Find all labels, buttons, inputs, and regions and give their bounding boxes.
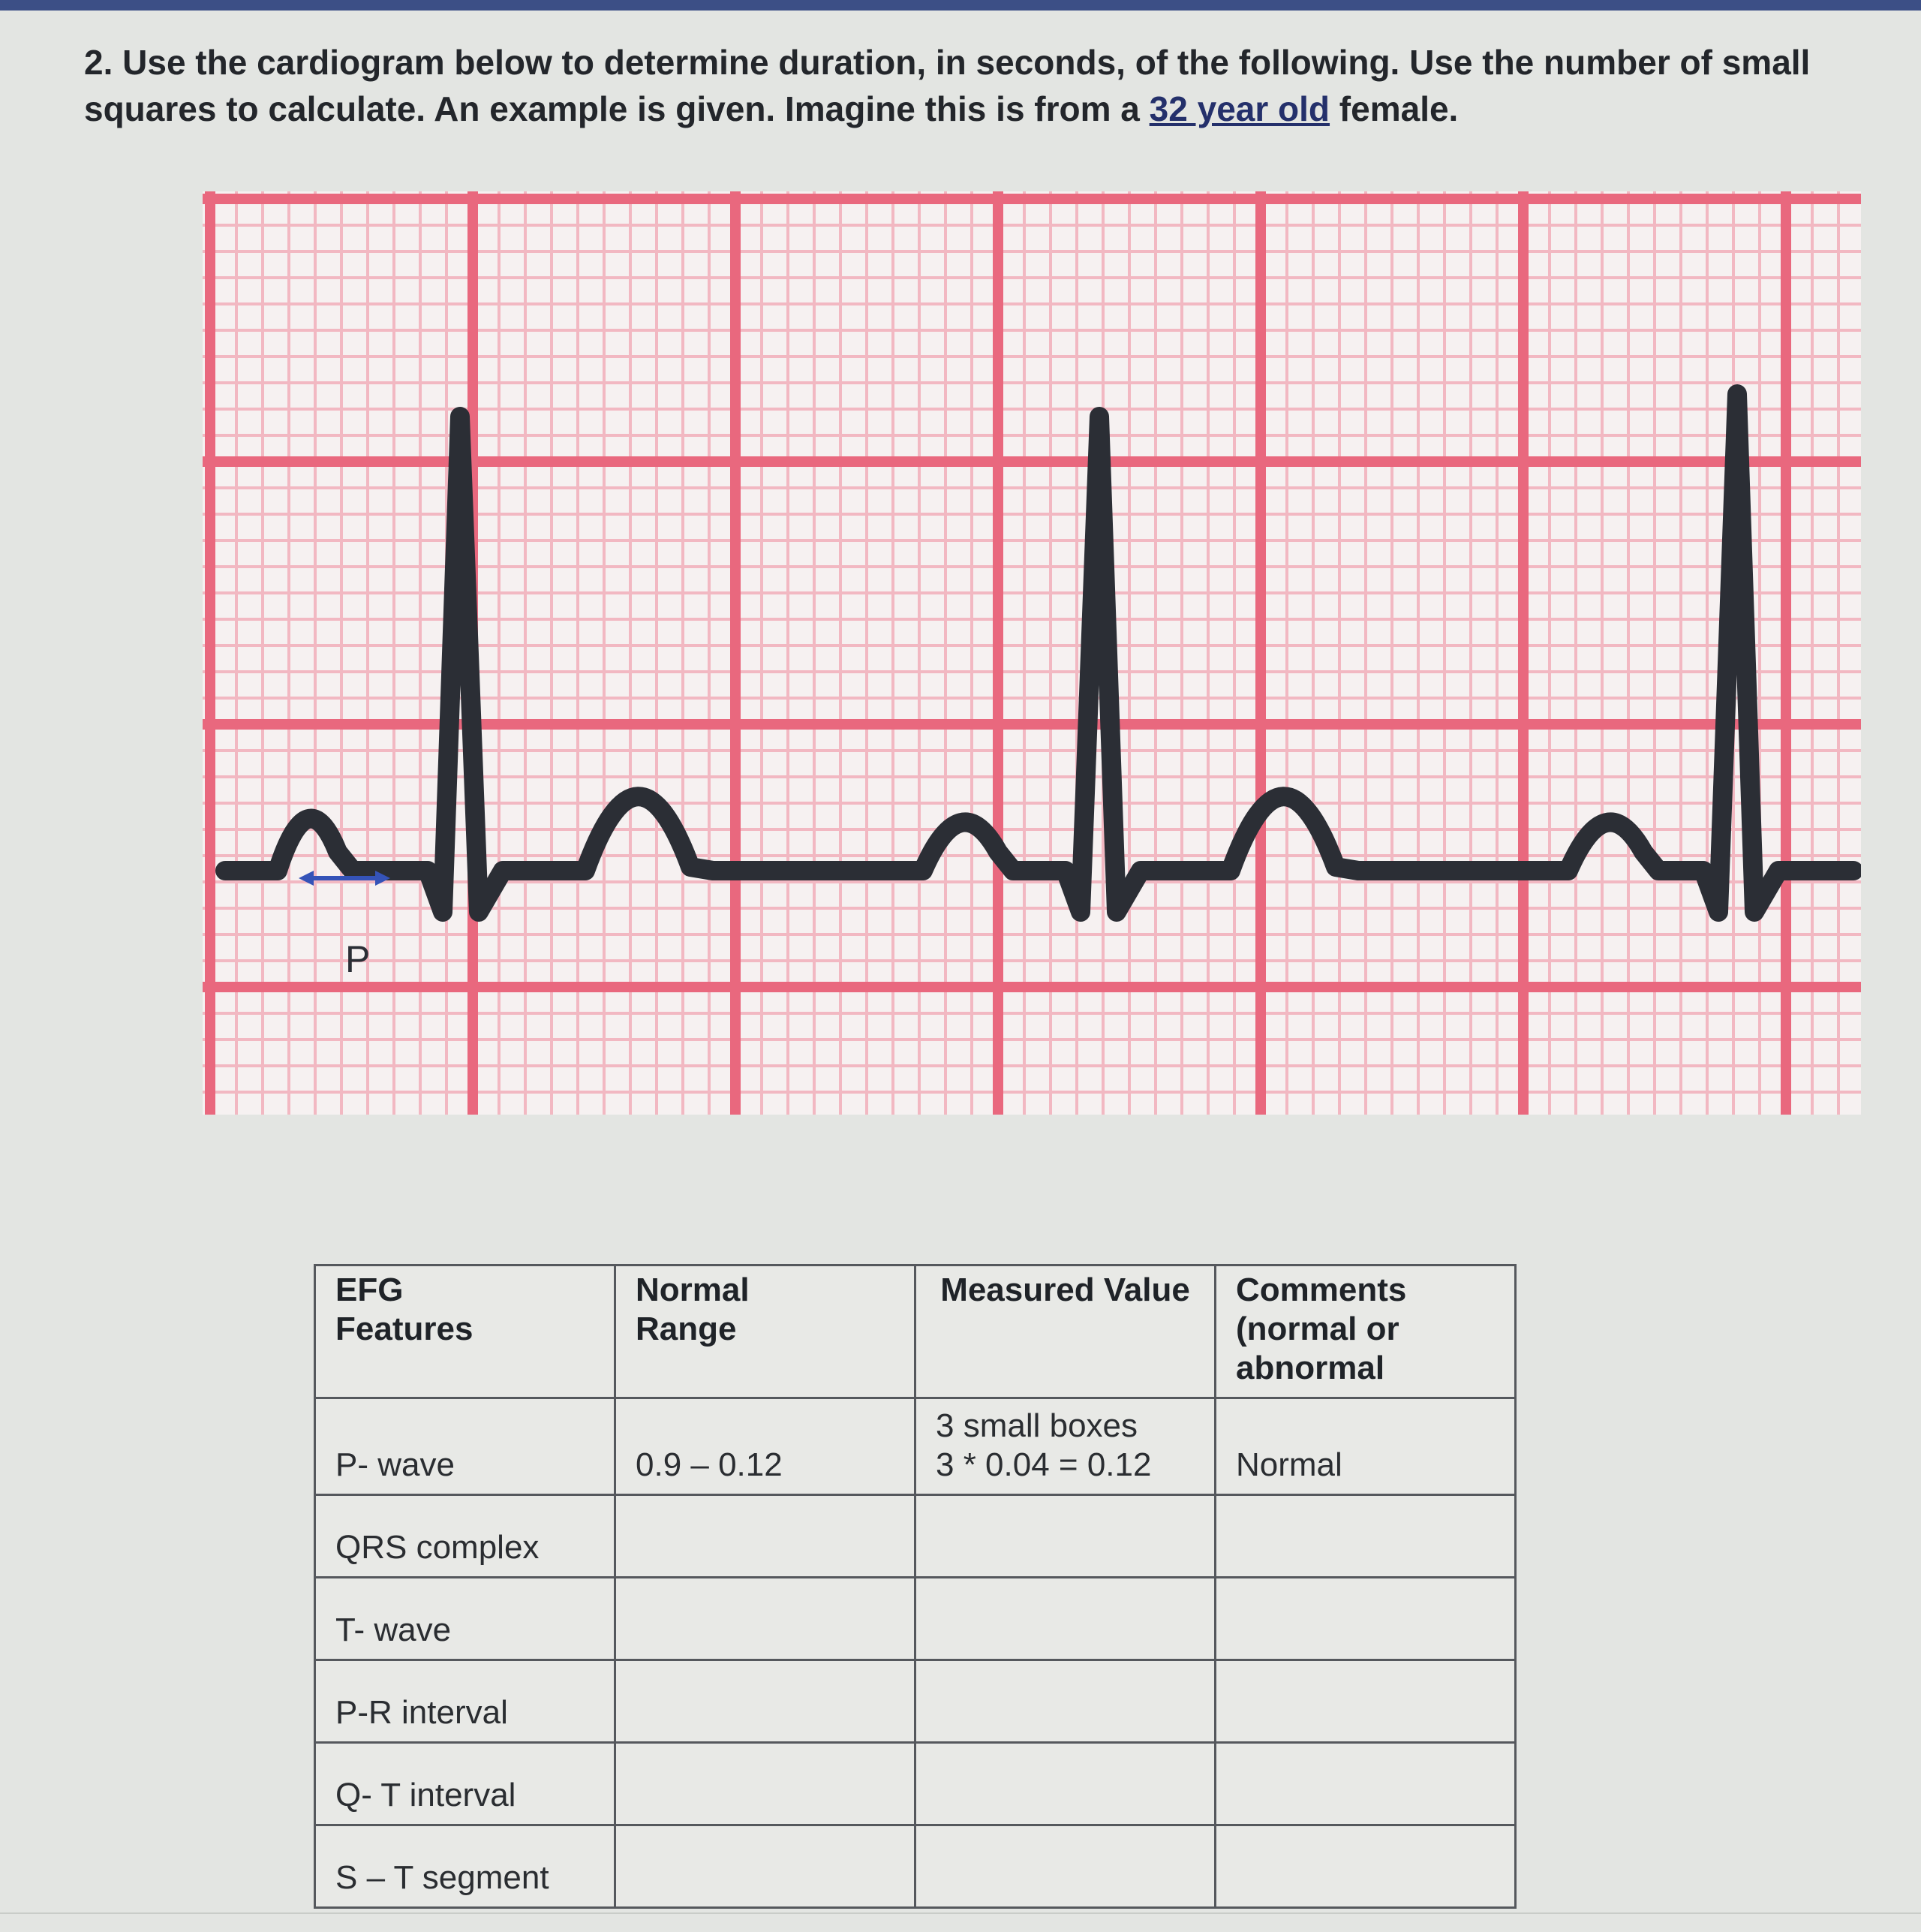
comments-cell[interactable]: [1216, 1743, 1516, 1825]
comments-cell[interactable]: [1216, 1825, 1516, 1908]
feature-cell: S – T segment: [315, 1825, 615, 1908]
comments-cell[interactable]: [1216, 1660, 1516, 1743]
table-row: [315, 1825, 1516, 1908]
table-row: [315, 1578, 1516, 1660]
header-measured-value: [915, 1265, 1216, 1398]
measured-line-1: 3 small boxes: [936, 1407, 1138, 1444]
age-underlined: 32 year old: [1149, 89, 1330, 128]
question-text-end: female.: [1330, 89, 1459, 128]
header-features: [315, 1265, 615, 1398]
normal-range-cell[interactable]: [615, 1660, 915, 1743]
table-row: [315, 1660, 1516, 1743]
measured-value-cell[interactable]: [915, 1660, 1216, 1743]
ecg-features-table: [314, 1264, 1517, 1909]
comments-cell[interactable]: [1216, 1578, 1516, 1660]
header-normal-range-text: Normal Range: [636, 1271, 750, 1347]
measured-value-cell[interactable]: [915, 1578, 1216, 1660]
normal-range-cell[interactable]: [615, 1495, 915, 1578]
header-measured-value-text: Measured Value: [940, 1271, 1190, 1308]
table-header-row: [315, 1265, 1516, 1398]
question-text-main: 2. Use the cardiogram below to determine duration, in seconds, of the following. Use the number of small squares to calculate. An example is given. Imagine this is from a: [84, 43, 1811, 128]
table-row: [315, 1398, 1516, 1495]
header-features-text: EFG Features: [335, 1271, 473, 1347]
header-comments: [1216, 1265, 1516, 1398]
feature-cell: T- wave: [315, 1578, 615, 1660]
normal-range-cell[interactable]: [615, 1825, 915, 1908]
table-row: [315, 1495, 1516, 1578]
feature-cell: P- wave: [315, 1398, 615, 1495]
measured-value-cell[interactable]: [915, 1743, 1216, 1825]
feature-cell: P-R interval: [315, 1660, 615, 1743]
ecg-svg: [203, 191, 1861, 1115]
measured-value-cell[interactable]: [915, 1398, 1216, 1495]
normal-range-cell[interactable]: [615, 1743, 915, 1825]
ecg-strip: [203, 191, 1861, 1115]
feature-cell: Q- T interval: [315, 1743, 615, 1825]
p-wave-label: P: [345, 938, 371, 980]
page-bottom-border: [0, 1912, 1921, 1914]
ecg-trace: [225, 394, 1853, 912]
normal-range-cell[interactable]: 0.9 – 0.12: [615, 1398, 915, 1495]
measured-line-2: 3 * 0.04 = 0.12: [936, 1446, 1152, 1483]
comments-cell[interactable]: [1216, 1495, 1516, 1578]
normal-range-cell[interactable]: [615, 1578, 915, 1660]
header-normal-range: [615, 1265, 915, 1398]
question-text: [84, 39, 1885, 132]
table-row: [315, 1743, 1516, 1825]
measured-value-cell[interactable]: [915, 1825, 1216, 1908]
header-comments-text: Comments (normal or abnormal: [1236, 1271, 1407, 1386]
top-bar: [0, 0, 1921, 11]
comments-cell[interactable]: Normal: [1216, 1398, 1516, 1495]
feature-cell: QRS complex: [315, 1495, 615, 1578]
measured-value-cell[interactable]: [915, 1495, 1216, 1578]
